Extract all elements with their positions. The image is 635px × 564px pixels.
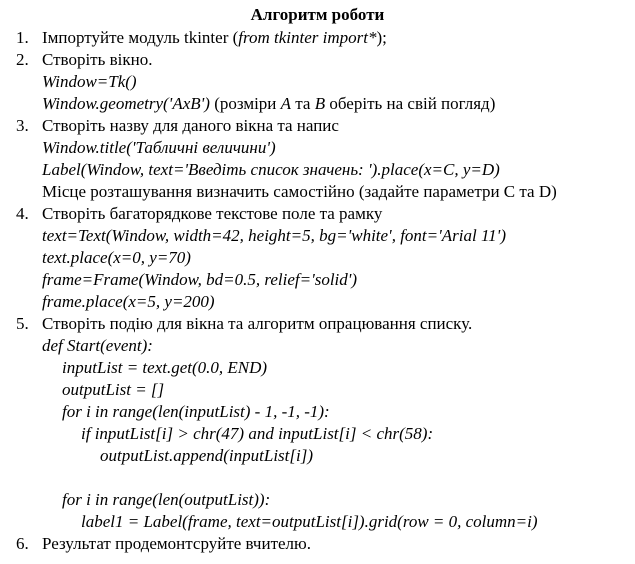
step-line <box>0 93 635 115</box>
step-1 <box>0 27 635 49</box>
code-run: from tkinter import* <box>238 28 377 47</box>
code-line: for i in range(len(outputList)): <box>62 490 271 509</box>
step-line: Створіть багаторядкове текстове поле та рамку <box>42 204 383 223</box>
text-run: ); <box>376 28 387 47</box>
step-number: 5. <box>16 314 29 333</box>
code-line: text=Text(Window, width=42, height=5, bg='white', font='Arial 11') <box>42 226 506 245</box>
steps-list <box>0 27 635 555</box>
step-number: 3. <box>16 116 29 135</box>
code-line: Label(Window, text='Введіть список значень: ').place(x=C, y=D) <box>42 160 500 179</box>
code-line: outputList = [] <box>62 380 165 399</box>
code-line: outputList.append(inputList[i]) <box>100 446 313 465</box>
step-5 <box>0 313 635 533</box>
code-line: inputList = text.get(0.0, END) <box>62 358 268 377</box>
step-line: Місце розташування визначить самостійно (задайте параметри C та D) <box>42 182 557 201</box>
text-run: (розміри <box>209 94 281 113</box>
step-line: Створіть вікно. <box>42 50 153 69</box>
step-3 <box>0 115 635 203</box>
text-run: та <box>291 94 315 113</box>
code-line: frame=Frame(Window, bd=0.5, relief='solid') <box>42 270 358 289</box>
code-run: Window.geometry('AxB') <box>42 94 210 113</box>
step-line: Створіть подію для вікна та алгоритм опрацювання списку. <box>42 314 473 333</box>
step-line <box>0 27 635 49</box>
text-run: Імпортуйте модуль tkinter ( <box>42 28 239 47</box>
step-2 <box>0 49 635 115</box>
step-number: 4. <box>16 204 29 223</box>
step-number: 2. <box>16 50 29 69</box>
step-4 <box>0 203 635 313</box>
step-number: 6. <box>16 534 29 553</box>
text-run: оберіть на свій погляд) <box>325 94 496 113</box>
code-line: Window=Tk() <box>42 72 137 91</box>
step-number: 1. <box>16 28 29 47</box>
code-line: Window.title('Табличні величини') <box>42 138 276 157</box>
code-line: label1 = Label(frame, text=outputList[i]).grid(row = 0, column=i) <box>81 512 538 531</box>
step-line: Результат продемонтсруйте вчителю. <box>42 534 311 553</box>
step-line: Створіть назву для даного вікна та напис <box>42 116 339 135</box>
step-6 <box>0 533 635 555</box>
document-title: Алгоритм роботи <box>250 5 385 24</box>
code-run: B <box>314 94 326 113</box>
code-line: if inputList[i] > chr(47) and inputList[i] < chr(58): <box>81 424 434 443</box>
code-line: text.place(x=0, y=70) <box>42 248 191 267</box>
code-line: def Start(event): <box>42 336 153 355</box>
blank-line <box>0 467 635 489</box>
code-line: for i in range(len(inputList) - 1, -1, -1): <box>62 402 330 421</box>
code-line: frame.place(x=5, y=200) <box>42 292 215 311</box>
code-run: A <box>280 94 292 113</box>
